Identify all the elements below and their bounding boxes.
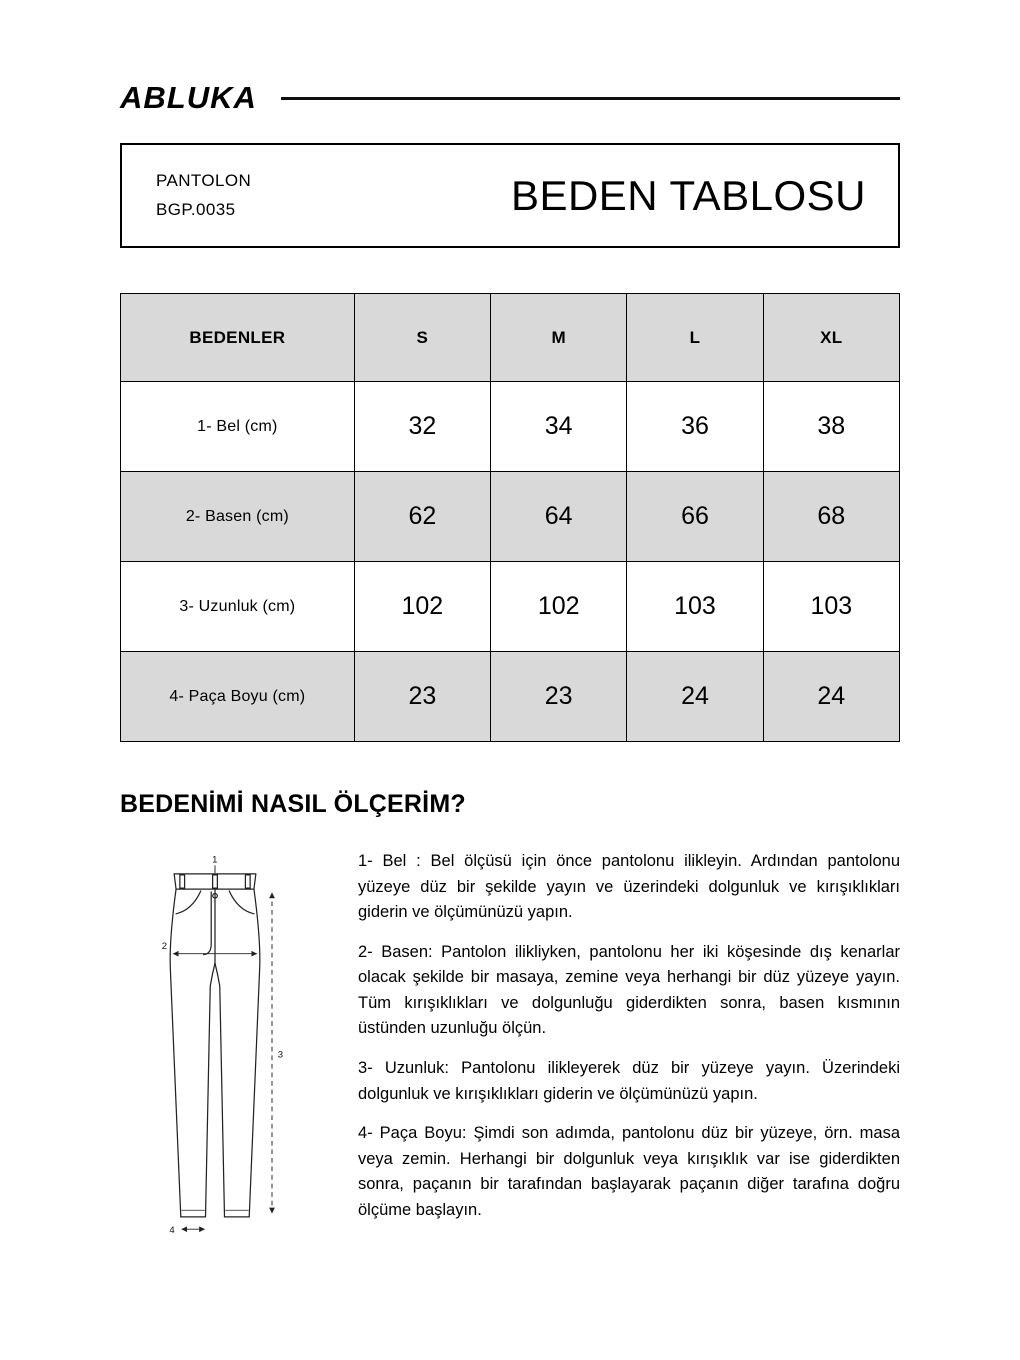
size-value: 32 bbox=[354, 382, 490, 472]
outer-seam-left bbox=[170, 889, 181, 1217]
size-value: 34 bbox=[491, 382, 627, 472]
diagram-label-4: 4 bbox=[169, 1225, 175, 1236]
size-table bbox=[120, 293, 900, 742]
belt-loop bbox=[213, 875, 218, 888]
pocket-left bbox=[176, 891, 201, 914]
diagram-label-2: 2 bbox=[161, 940, 168, 952]
header-rule bbox=[281, 97, 900, 100]
column-header-bedenler: BEDENLER bbox=[121, 294, 355, 382]
title-box bbox=[120, 143, 900, 248]
size-value: 23 bbox=[491, 652, 627, 742]
belt-loop bbox=[245, 875, 250, 888]
size-value: 102 bbox=[491, 562, 627, 652]
page-title: BEDEN TABLOSU bbox=[510, 171, 866, 219]
size-value: 23 bbox=[354, 652, 490, 742]
size-value: 64 bbox=[491, 472, 627, 562]
waistband bbox=[174, 874, 256, 889]
brand-logo: ABLUKA bbox=[120, 80, 257, 115]
size-value: 103 bbox=[763, 562, 899, 652]
belt-loop bbox=[180, 875, 185, 888]
product-code: BGP.0035 bbox=[156, 199, 236, 219]
product-info bbox=[156, 167, 251, 225]
pants-diagram bbox=[120, 849, 310, 1257]
pants-technical-drawing-icon bbox=[120, 853, 310, 1252]
row-label: 1- Bel (cm) bbox=[121, 382, 355, 472]
brand-header bbox=[120, 80, 900, 116]
instruction-paragraph-basen: 2- Basen: Pantolon ilikliyken, pantolonu her iki köşesinde dış kenarlar olacak şekilde bir masaya, zemine veya herhangi bir düz yüzeye yayın. Tüm kırışıklıkları ve dolgunluğu giderdikten sonra, basen kısmının üstünden uzunluğu ölçün. bbox=[358, 942, 900, 1038]
column-header-xl: XL bbox=[763, 294, 899, 382]
inseam-left bbox=[206, 963, 216, 1217]
table-row-paca-boyu bbox=[121, 652, 900, 742]
size-value: 68 bbox=[763, 472, 899, 562]
instruction-paragraph-paca-boyu: 4- Paça Boyu: Şimdi son adımda, pantolonu düz bir yüzeye, örn. masa veya zemin. Herhangi bir dolgunluk veya kırışıklık var ise giderdikten sonra, paçanın bir tarafından başlayarak paçanın diğer tarafına doğru ölçüme başlayın. bbox=[358, 1124, 900, 1219]
size-value: 102 bbox=[354, 562, 490, 652]
section-heading: BEDENİMİ NASIL ÖLÇERİM? bbox=[120, 790, 466, 818]
size-value: 24 bbox=[763, 652, 899, 742]
size-value: 62 bbox=[354, 472, 490, 562]
table-header-row bbox=[121, 294, 900, 382]
size-value: 66 bbox=[627, 472, 763, 562]
table-row-bel bbox=[121, 382, 900, 472]
row-label: 2- Basen (cm) bbox=[121, 472, 355, 562]
instruction-paragraph-uzunluk: 3- Uzunluk: Pantolonu ilikleyerek düz bir yüzeye yayın. Üzerindeki dolgunluk ve kırışıklıkları giderin ve ölçümünüzü yapın. bbox=[358, 1058, 900, 1103]
instruction-paragraph-bel: 1- Bel : Bel ölçüsü için önce pantolonu ilikleyin. Ardından pantolonu yüzeye düz bir şekilde yayın ve üzerindeki dolgunluk ve kırışıklıkları giderin ve ölçümünüzü yapın. bbox=[358, 852, 900, 922]
size-value: 24 bbox=[627, 652, 763, 742]
column-header-m: M bbox=[491, 294, 627, 382]
diagram-label-3: 3 bbox=[277, 1049, 283, 1061]
outer-seam-right bbox=[249, 889, 260, 1217]
row-label: 4- Paça Boyu (cm) bbox=[121, 652, 355, 742]
table-row-uzunluk bbox=[121, 562, 900, 652]
size-value: 38 bbox=[763, 382, 899, 472]
table-row-basen bbox=[121, 472, 900, 562]
pocket-right bbox=[229, 891, 254, 914]
diagram-label-1: 1 bbox=[212, 854, 218, 866]
column-header-s: S bbox=[354, 294, 490, 382]
product-type: PANTOLON bbox=[156, 170, 252, 190]
fly-stitch bbox=[204, 892, 212, 955]
measure-instructions bbox=[358, 849, 900, 1257]
size-value: 103 bbox=[627, 562, 763, 652]
column-header-l: L bbox=[627, 294, 763, 382]
size-value: 36 bbox=[627, 382, 763, 472]
row-label: 3- Uzunluk (cm) bbox=[121, 562, 355, 652]
inseam-right bbox=[215, 963, 225, 1217]
measure-section bbox=[120, 849, 900, 1257]
